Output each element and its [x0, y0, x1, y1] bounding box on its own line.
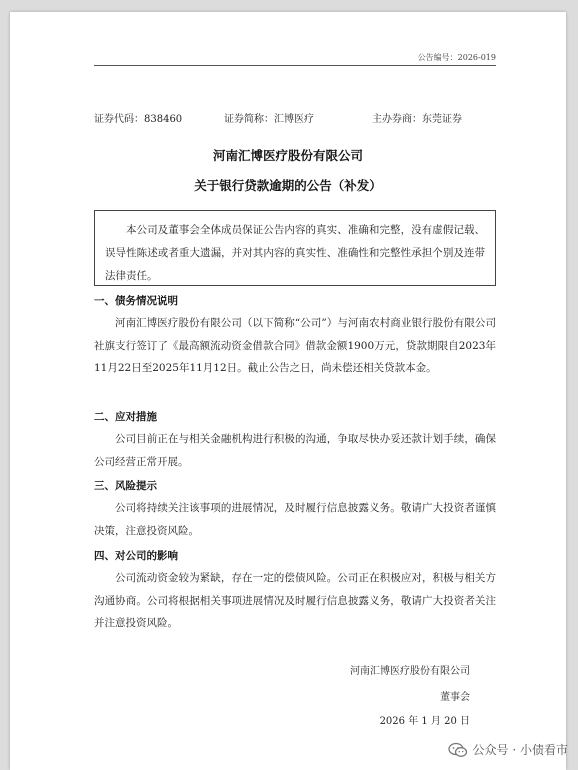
stock-abbr-value: 汇博医疗	[274, 114, 314, 125]
broker	[372, 110, 462, 125]
signature-date: 2026 年 1 月 20 日	[379, 716, 470, 727]
section-heading: 一、债务情况说明	[94, 295, 178, 307]
notice-title: 关于银行贷款逾期的公告（补发）	[194, 178, 382, 193]
section-measures	[94, 410, 496, 473]
stock-abbr	[224, 110, 314, 125]
header-rule	[94, 65, 496, 66]
section-body: 公司流动资金较为紧缺，存在一定的偿债风险。公司正在积极应对，积极与相关方沟通协商。公司将根据相关事项进展情况及时履行信息披露义务，敬请广大投资者关注并注意投资风险。	[94, 572, 496, 629]
section-heading: 四、对公司的影响	[94, 550, 178, 562]
disclaimer-box: 本公司及董事会全体成员保证公告内容的真实、准确和完整，没有虚假记载、误导性陈述或者重大遗漏，并对其内容的真实性、准确性和完整性承担个别及连带法律责任。	[94, 210, 496, 286]
section-body: 公司目前正在与相关金融机构进行积极的沟通，争取尽快办妥还款计划手续，确保公司经营正常开展。	[94, 433, 496, 468]
section-body: 公司将持续关注该事项的进展情况，及时履行信息披露义务。敬请广大投资者谨慎决策，注意投资风险。	[94, 502, 496, 537]
stock-code-label: 证券代码：	[94, 114, 144, 125]
section-heading: 二、应对措施	[94, 411, 157, 423]
stock-code	[94, 110, 182, 125]
section-heading: 三、风险提示	[94, 480, 157, 492]
stock-code-value: 838460	[144, 114, 183, 125]
section-impact	[94, 549, 496, 635]
watermark-text: 公众号 · 小债看市	[472, 743, 568, 757]
wechat-watermark	[448, 741, 568, 758]
section-body: 河南汇博医疗股份有限公司（以下简称“公司”）与河南农村商业银行股份有限公司社旗支行签订了《最高额流动资金借款合同》借款金额1900万元，贷款期限自2023年11月22日至2025年11月12日。截止公告之日，尚未偿还相关贷款本金。	[94, 317, 496, 374]
broker-label: 主办券商：	[372, 114, 422, 125]
stock-abbr-label: 证券简称：	[224, 114, 274, 125]
broker-value: 东莞证券	[422, 114, 462, 125]
announcement-number: 公告编号：2026-019	[417, 53, 496, 62]
signature-board: 董事会	[440, 692, 470, 703]
document-page	[10, 12, 566, 770]
section-debt	[94, 294, 496, 380]
signature-company: 河南汇博医疗股份有限公司	[350, 666, 470, 677]
section-risk	[94, 479, 496, 542]
company-title: 河南汇博医疗股份有限公司	[212, 148, 363, 163]
wechat-icon	[448, 742, 468, 758]
